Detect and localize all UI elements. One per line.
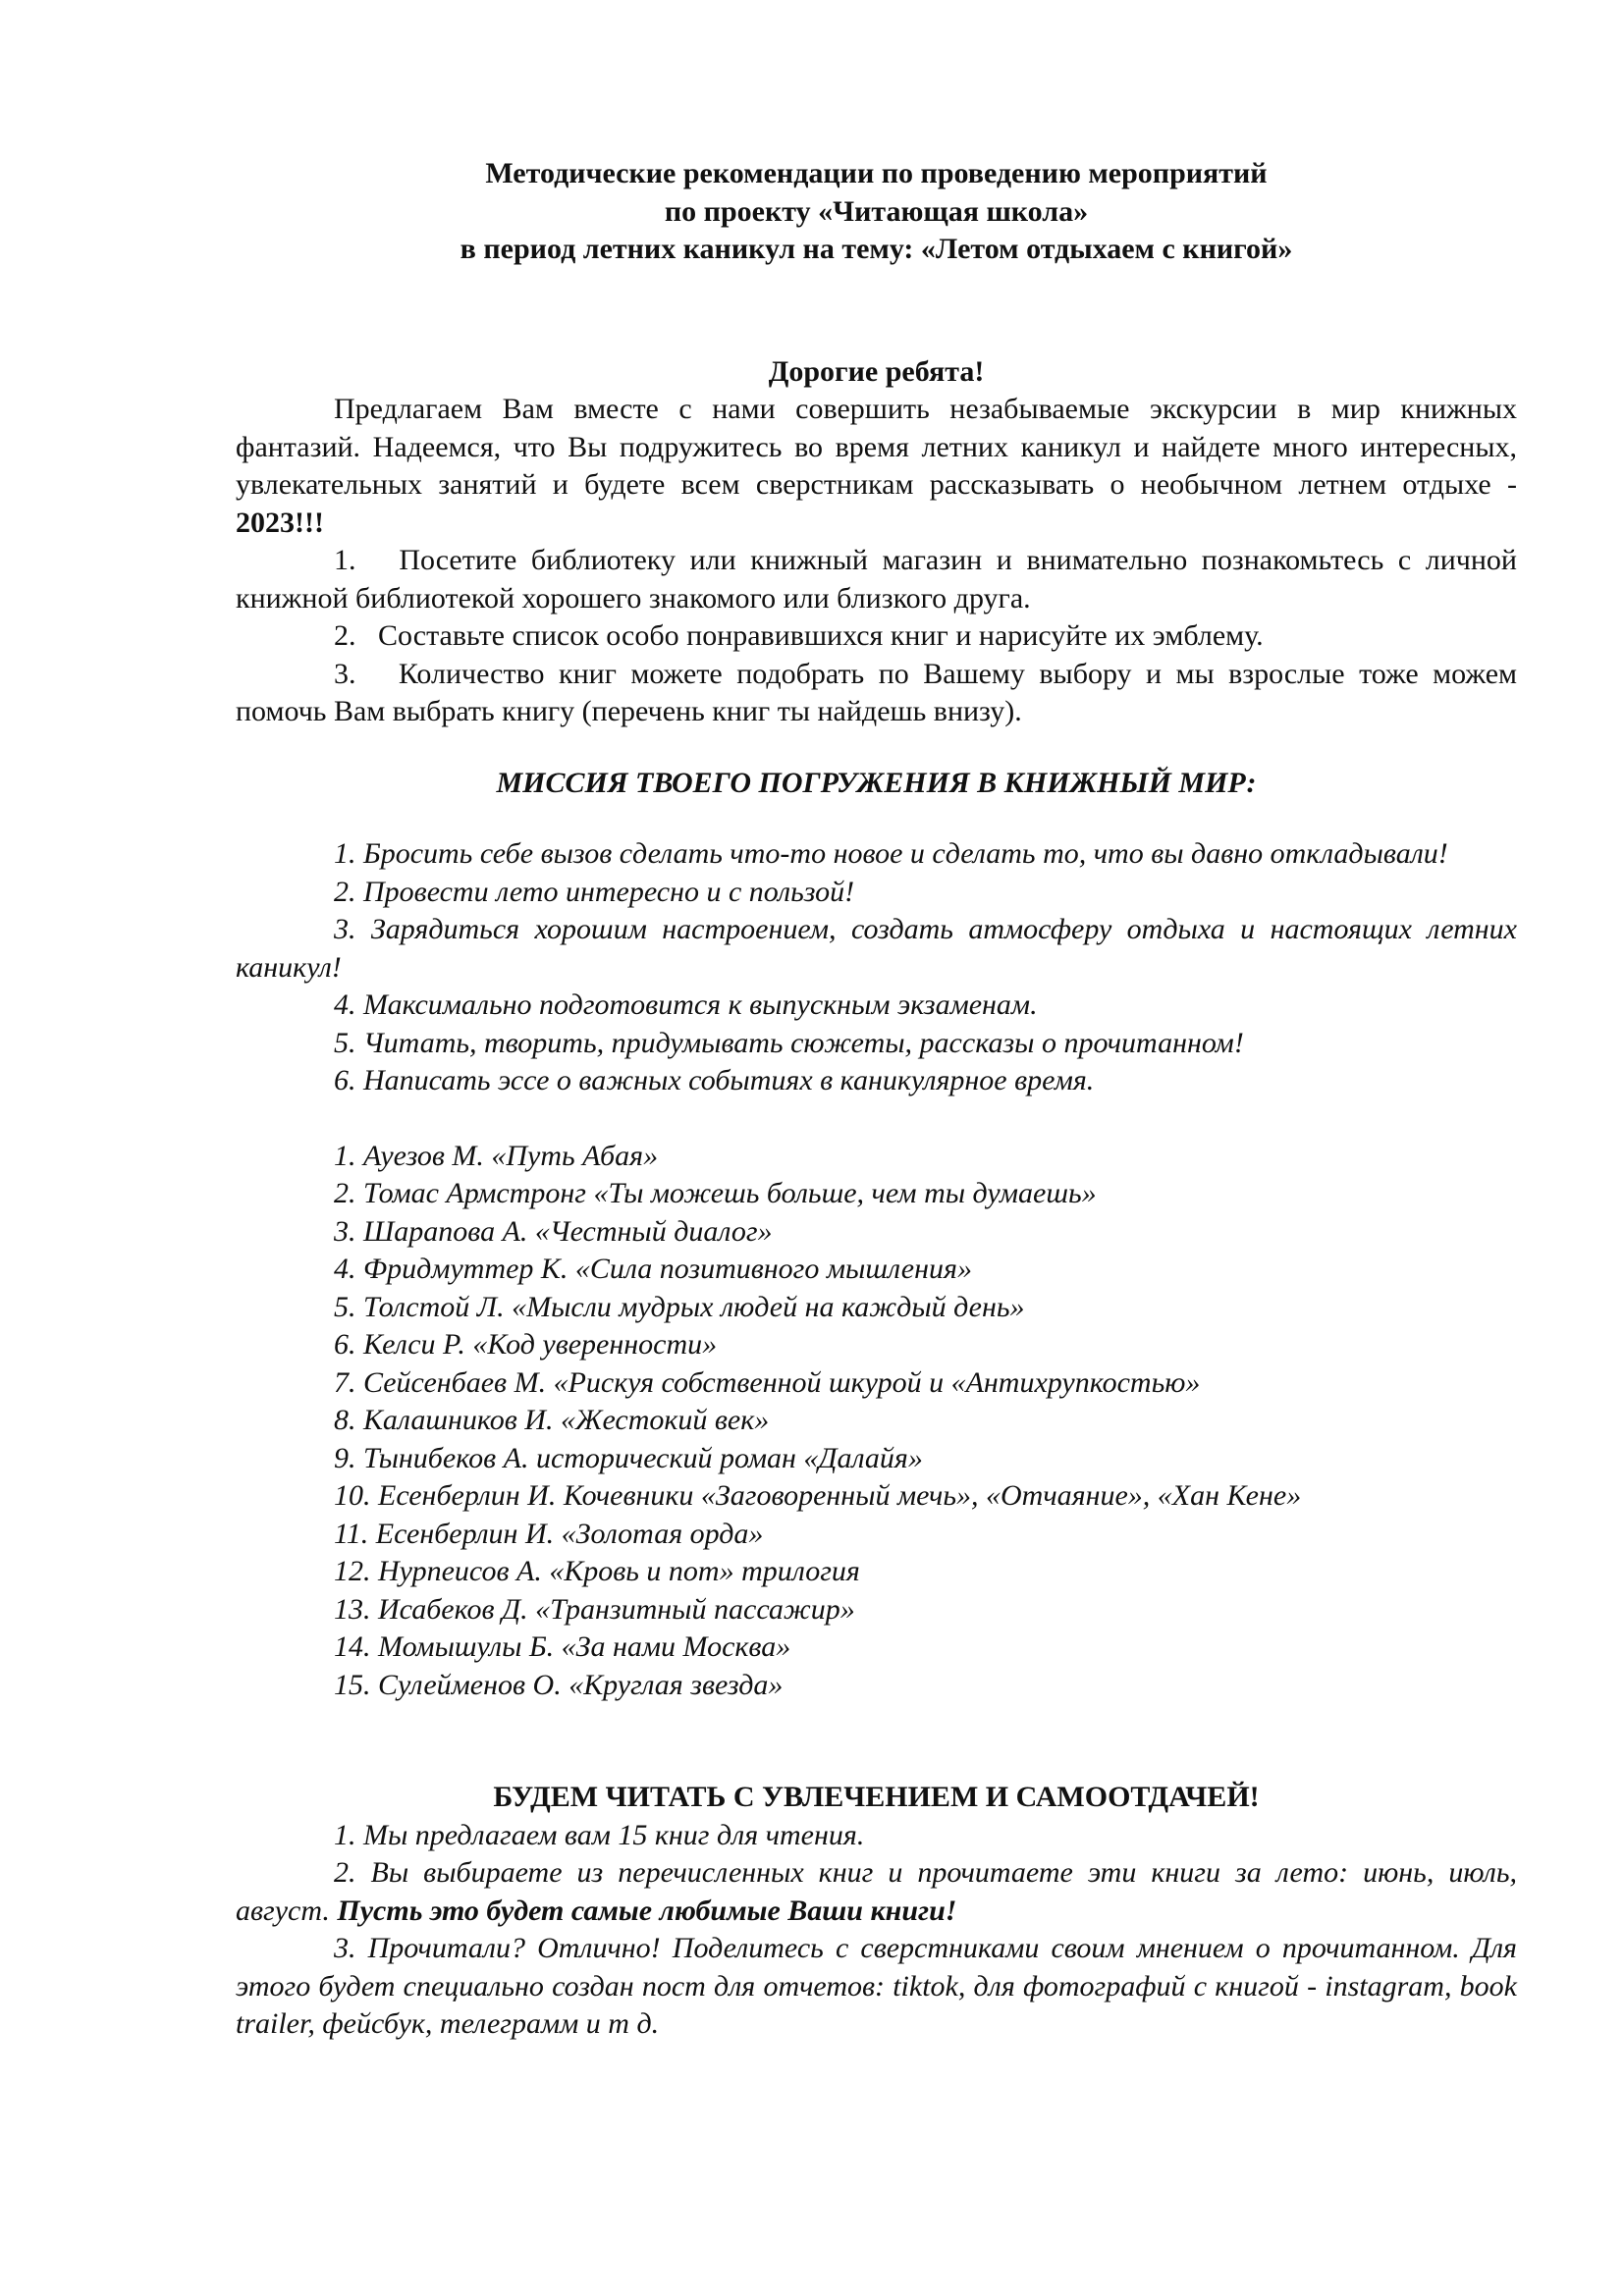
step-number: 2. [334, 619, 356, 652]
mission-item: 4. Максимально подготовится к выпускным экзаменам. [334, 988, 1038, 1021]
title-line-1: Методические рекомендации по проведению мероприятий [485, 157, 1268, 189]
intro-text: Предлагаем Вам вместе с нами совершить незабываемые экскурсии в мир книжных фантазий. Надеемся, что Вы подружитесь во время летних каникул и найдете много интересных, увлекательных занятий и будете всем сверстникам рассказывать о необычном летнем отдыхе - [236, 393, 1517, 501]
mission-item: 2. Провести лето интересно и с пользой! [334, 875, 855, 908]
spacer [236, 1704, 1517, 1779]
mission-item: 6. Написать эссе о важных событиях в каникулярное время. [334, 1064, 1095, 1096]
spacer [236, 802, 1517, 835]
book-item: 15. Сулейменов О. «Круглая звезда» [334, 1668, 784, 1701]
mission-item: 1. Бросить себе вызов сделать что-то новое и сделать то, что вы давно откладывали! [334, 837, 1448, 870]
steps-list [236, 542, 1517, 731]
book-item: 7. Сейсенбаев М. «Рискуя собственной шкурой и «Антихрупкостью» [334, 1365, 1201, 1399]
book-item: 1. Ауезов М. «Путь Абая» [334, 1139, 659, 1172]
step-item [236, 617, 1517, 656]
step-number: 3. [334, 657, 356, 690]
book-item: 13. Исабеков Д. «Транзитный пассажир» [334, 1592, 855, 1626]
step-item [236, 542, 1517, 617]
intro-year: 2023!!! [236, 506, 324, 539]
book-item: 9. Тынибеков А. исторический роман «Далайя» [334, 1441, 923, 1474]
document-content [236, 155, 1517, 2044]
mission-item: 5. Читать, творить, придумывать сюжеты, рассказы о прочитанном! [334, 1026, 1244, 1059]
book-item: 5. Толстой Л. «Мысли мудрых людей на каждый день» [334, 1290, 1025, 1323]
book-item: 14. Момышулы Б. «За нами Москва» [334, 1630, 791, 1663]
spacer [236, 731, 1517, 765]
mission-heading: МИССИЯ ТВОЕГО ПОГРУЖЕНИЯ В КНИЖНЫЙ МИР: [496, 766, 1257, 799]
mission-list [236, 835, 1517, 1100]
reading-item-2-text: 2. Вы выбираете из перечисленных книг и прочитаете эти книги за лето: июнь, июль, август. [236, 1856, 1517, 1927]
book-item: 2. Томас Армстронг «Ты можешь больше, чем ты думаешь» [334, 1177, 1097, 1209]
reading-item [236, 1854, 1517, 1930]
mission-item: 3. Зарядиться хорошим настроением, создать атмосферу отдыха и настоящих летних каникул! [236, 913, 1517, 984]
step-item [236, 656, 1517, 731]
title-line-2: по проекту «Читающая школа» [664, 194, 1089, 228]
book-item: 3. Шарапова А. «Честный диалог» [334, 1214, 773, 1248]
book-list [236, 1138, 1517, 1705]
spacer [236, 344, 1517, 353]
intro-paragraph [236, 391, 1517, 542]
spacer [236, 1100, 1517, 1138]
spacer [236, 269, 1517, 344]
book-item: 4. Фридмуттер К. «Сила позитивного мышления» [334, 1253, 972, 1285]
book-item: 8. Калашников И. «Жестокий век» [334, 1404, 770, 1436]
book-item: 12. Нурпеисов А. «Кровь и пот» трилогия [334, 1555, 860, 1587]
book-item: 6. Келси Р. «Код уверенности» [334, 1328, 718, 1361]
reading-item: 3. Прочитали? Отлично! Поделитесь с сверстниками своим мнением о прочитанном. Для этого будет специально создан пост для отчетов: tiktok, для фотографий с книгой - instagram, book trailer, фейсбук, телеграмм и т д. [236, 1932, 1517, 2040]
title-line-3: в период летних каникул на тему: «Летом отдыхаем с книгой» [460, 233, 1293, 265]
step-text: Количество книг можете подобрать по Вашему выбору и мы взрослые тоже можем помочь Вам выбрать книгу (перечень книг ты найдешь внизу). [236, 657, 1518, 727]
reading-heading: БУДЕМ ЧИТАТЬ С УВЛЕЧЕНИЕМ И САМООТДАЧЕЙ! [493, 1781, 1260, 1813]
reading-item: 1. Мы предлагаем вам 15 книг для чтения. [334, 1818, 865, 1851]
book-item: 11. Есенберлин И. «Золотая орда» [334, 1517, 764, 1550]
reading-item-2-emphasis: Пусть это будет самые любимые Ваши книги! [337, 1894, 957, 1927]
step-text: Посетите библиотеку или книжный магазин и внимательно познакомьтесь с личной книжной библиотекой хорошего знакомого или близкого друга. [236, 544, 1517, 614]
step-number: 1. [334, 544, 356, 576]
greeting: Дорогие ребята! [768, 354, 985, 388]
book-item: 10. Есенберлин И. Кочевники «Заговоренный мечь», «Отчаяние», «Хан Кене» [334, 1479, 1302, 1512]
step-text: Составьте список особо понравившихся книг и нарисуйте их эмблему. [378, 619, 1264, 652]
